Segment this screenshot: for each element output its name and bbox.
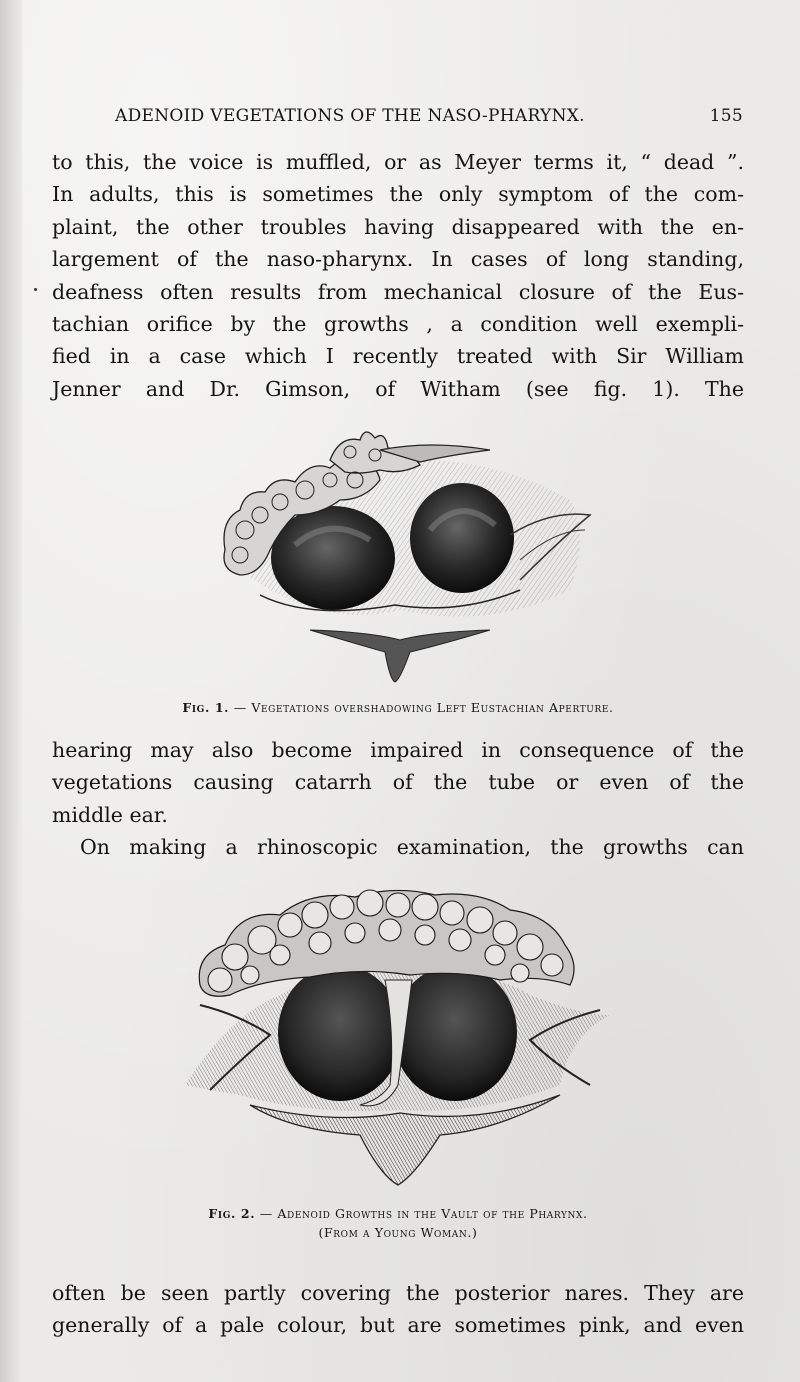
text-line: plaint, the other troubles having disappeared with the en- [52, 214, 744, 239]
text-line: Jenner and Dr. Gimson, of Witham (see fig. 1). The [52, 376, 744, 401]
figure-1-illustration [200, 420, 610, 690]
paragraph-3 [52, 1277, 744, 1342]
text-line: middle ear. [52, 802, 168, 827]
margin-mark [34, 288, 37, 291]
figure-2-label: Fig. 2. [208, 1206, 256, 1221]
figure-2-caption [52, 1206, 744, 1240]
figure-2-subcaption: (From a Young Woman.) [318, 1225, 478, 1240]
figure-1-caption [52, 700, 744, 715]
figure-1-caption-text: — Vegetations overshadowing Left Eustachian Aperture. [233, 700, 614, 715]
figure-1-label: Fig. 1. [182, 700, 230, 715]
text-line: deafness often results from mechanical closure of the Eus- [52, 279, 744, 304]
figure-2-illustration [180, 885, 620, 1190]
paragraph-2 [52, 734, 744, 864]
running-title: ADENOID VEGETATIONS OF THE NASO-PHARYNX. [115, 106, 585, 126]
text-line: largement of the naso-pharynx. In cases of long standing, [52, 247, 744, 272]
figure-2-caption-text: — Adenoid Growths in the Vault of the Pharynx. [259, 1206, 588, 1221]
page-gutter-shadow [0, 0, 22, 1382]
text-line: generally of a pale colour, but are sometimes pink, and even [52, 1313, 744, 1338]
text-line: fied in a case which I recently treated with Sir William [52, 344, 744, 369]
text-line: vegetations causing catarrh of the tube or even of the [52, 770, 744, 795]
text-line: hearing may also become impaired in consequence of the [52, 738, 744, 762]
paragraph-1 [52, 146, 744, 405]
page-number: 155 [709, 106, 743, 126]
text-line: tachian orifice by the growths , a condition well exempli- [52, 311, 744, 336]
text-line: to this, the voice is muffled, or as Meyer terms it, “ dead ”. [52, 150, 744, 174]
text-line: On making a rhinoscopic examination, the growths can [80, 835, 744, 860]
text-line: often be seen partly covering the posterior nares. They are [52, 1281, 744, 1305]
running-header [115, 106, 743, 136]
text-line: In adults, this is sometimes the only symptom of the com- [52, 182, 744, 207]
